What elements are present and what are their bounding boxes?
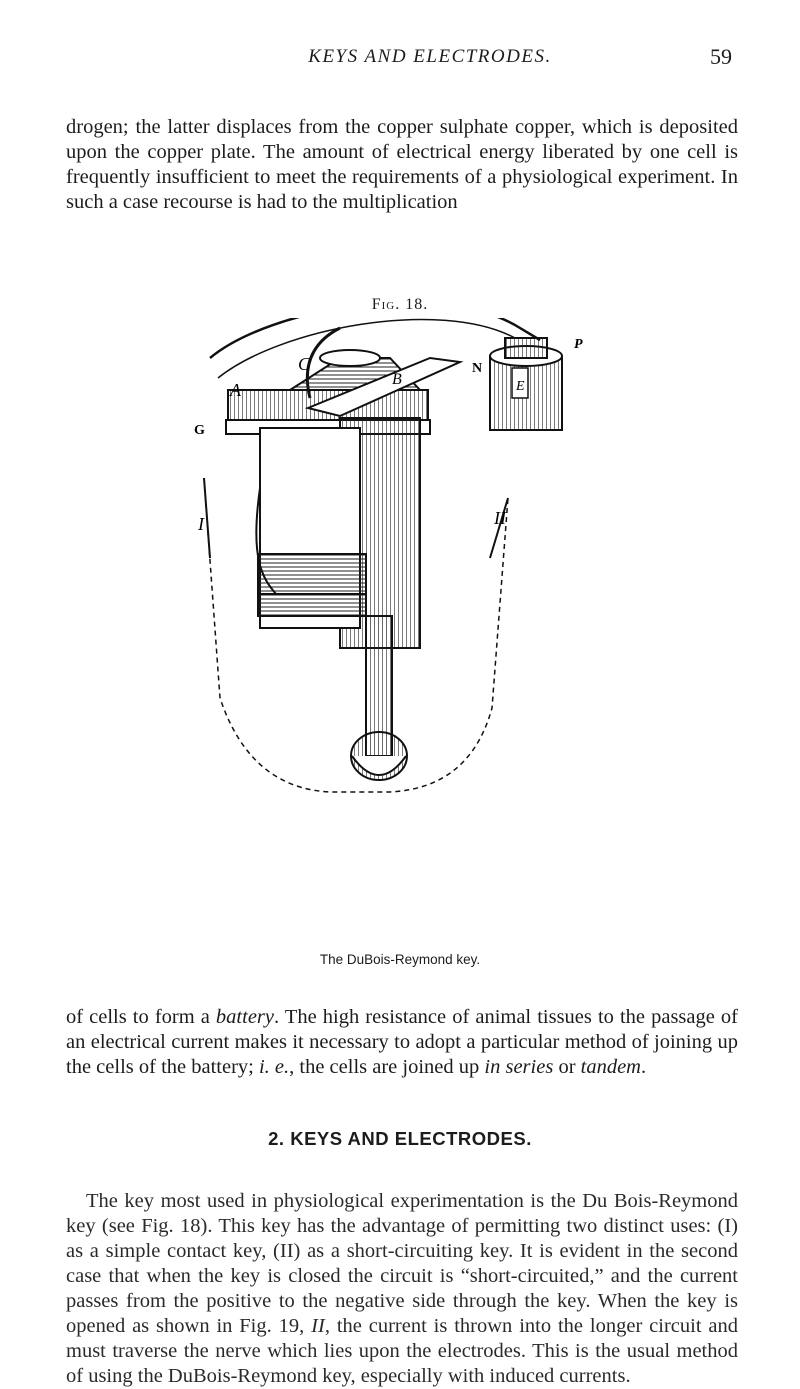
emphasis-in-series: in series (484, 1055, 554, 1078)
text-run: , the current is thrown into the longer circuit and must traverse the nerve which lies upon the electrodes. This is the usual method of using the DuBois-Reymond key, especially with induced currents. (66, 1314, 738, 1387)
emphasis-ie: i. e. (258, 1055, 290, 1078)
figure-label: Fig. 18. (371, 296, 429, 313)
figure-letter-n: N (472, 361, 483, 376)
text-run: . (641, 1055, 647, 1078)
figure-label-ii: II (494, 508, 506, 528)
figure-letter-p: P (574, 337, 583, 352)
emphasis-ii: II (311, 1314, 325, 1337)
dubois-reymond-key-illustration (190, 318, 610, 948)
text-run: , the cells are joined up (289, 1055, 485, 1078)
figure-letter-a: A (230, 380, 241, 400)
figure-caption: The DuBois-Reymond key. (319, 952, 481, 967)
section-heading: 2. KEYS AND ELECTRODES. (268, 1128, 532, 1149)
page-number: 59 (710, 44, 732, 69)
paragraph-continued: drogen; the latter displaces from the copper sulphate copper, which is deposited upon the copper plate. The amount of electrical energy liberated by one cell is frequently insufficient to meet the requirements of a physiological experiment. In such a case recourse is had to the multiplication (66, 115, 738, 213)
emphasis-battery: battery (215, 1005, 274, 1028)
paragraph-battery (66, 1005, 738, 1080)
text-run: or (553, 1055, 581, 1078)
figure-letter-c: C (298, 354, 311, 374)
running-head: KEYS AND ELECTRODES. (308, 46, 552, 67)
figure-letter-g: G (194, 423, 205, 438)
emphasis-tandem: tandem (580, 1055, 641, 1078)
figure-label-i: I (198, 514, 204, 534)
text-run: The key most used in physiological experimentation is the Du Bois-Reymond key (see Fig. 18). This key has the advantage of permitting two distinct uses: (I) as a simple contact key, (II) as a short-circuiting key. It is evident in the second case that when the key is closed the circuit is “short-circuited,” and the current passes from the positive to the negative side through the key. When the key is opened as shown in Fig. 19, (66, 1189, 738, 1337)
figure-letter-b: B (392, 371, 402, 388)
text-run: . The high resistance of animal tissues to the passage of an electrical current makes it necessary to adopt a particular method of joining up the cells of the battery; (66, 1005, 738, 1078)
wire-top (210, 318, 540, 358)
paragraph-keys (66, 1189, 738, 1389)
figure-letter-e: E (516, 379, 525, 394)
text-run: of cells to form a (66, 1005, 216, 1028)
